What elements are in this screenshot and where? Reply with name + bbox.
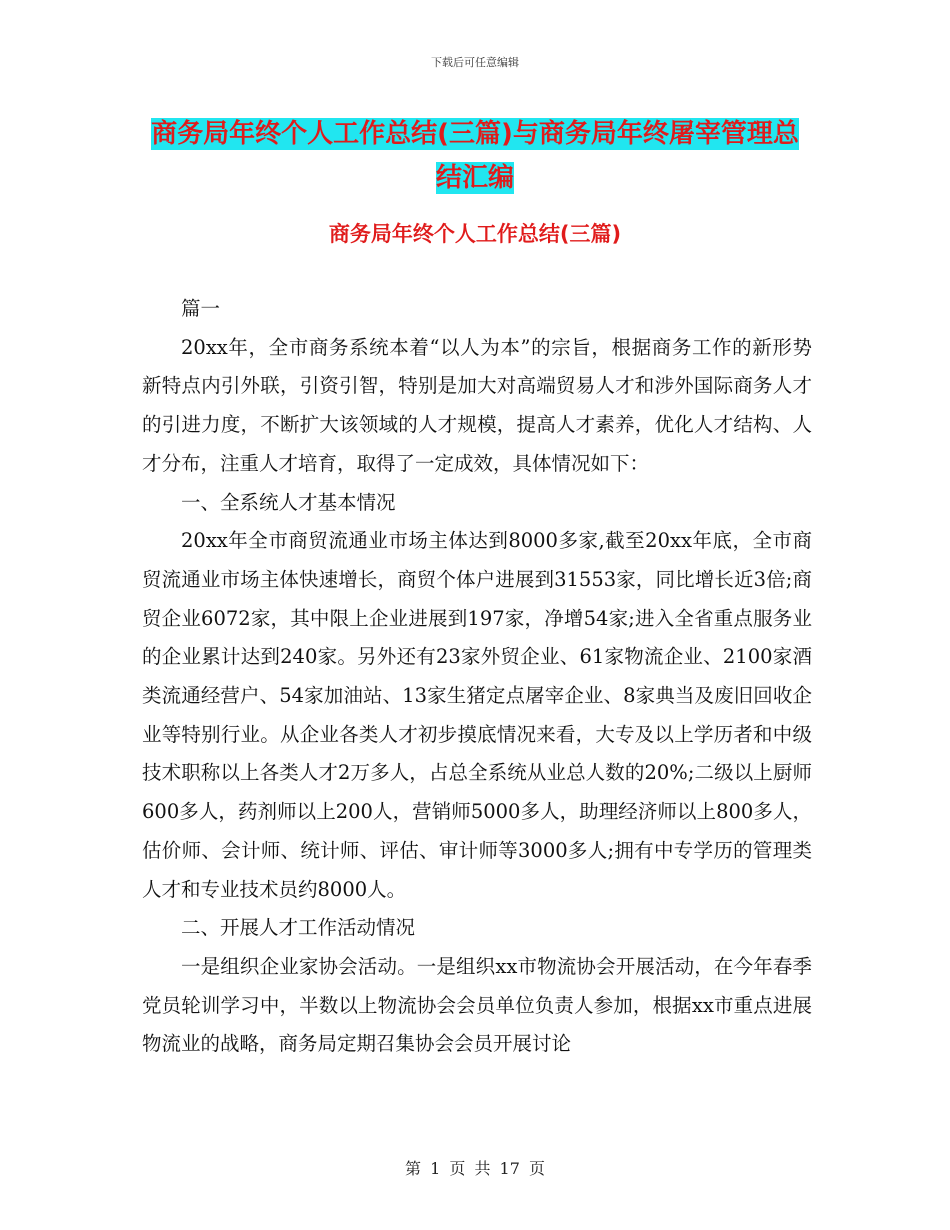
paragraph-talent-overview: 20xx年全市商贸流通业市场主体达到8000多家,截至20xx年底，全市商贸流通业市场主体快速增长，商贸个体户进展到31553家，同比增长近3倍;商贸企业6072家，其中限上企业进展到197家，净增54家;进入全省重点服务业的企业累计达到240家。另外还有23家外贸企业、61家物流企业、2100家酒类流通经营户、54家加油站、13家生猪定点屠宰企业、8家典当及废旧回收企业等特别行业。从企业各类人才初步摸底情况来看，大专及以上学历者和中级技术职称以上各类人才2万多人，占总全系统从业总人数的20%;二级以上厨师600多人，药剂师以上200人，营销师5000多人，助理经济师以上800多人，估价师、会计师、统计师、评估、审计师等3000多人;拥有中专学历的管理类人才和专业技术员约8000人。 <box>142 529 812 901</box>
paragraph-activities: 一是组织企业家协会活动。一是组织xx市物流协会开展活动，在今年春季党员轮训学习中，半数以上物流协会会员单位负责人参加，根据xx市重点进展物流业的战略，商务局定期召集协会会员开展讨论 <box>142 954 812 1056</box>
heading-section-1: 一、全系统人才基本情况 <box>181 490 396 514</box>
section-title: 商务局年终个人工作总结(三篇) <box>328 222 622 246</box>
page-number: 第 1 页 共 17 页 <box>405 1159 545 1178</box>
document-main-title <box>140 112 810 200</box>
paragraph-part-label: 篇一 <box>181 297 221 320</box>
main-title-text: 商务局年终个人工作总结(三篇)与商务局年终屠宰管理总结汇编 <box>151 119 799 193</box>
paragraph-intro: 20xx年，全市商务系统本着“以人为本”的宗旨，根据商务工作的新形势新特点内引外联，引资引智，特别是加大对高端贸易人才和涉外国际商务人才的引进力度，不断扩大该领域的人才规模，提高人才素养，优化人才结构、人才分布，注重人才培育，取得了一定成效，具体情况如下： <box>142 335 812 475</box>
document-body <box>142 290 812 1064</box>
heading-section-2: 二、开展人才工作活动情况 <box>181 916 416 940</box>
header-note: 下载后可任意编辑 <box>431 56 519 69</box>
